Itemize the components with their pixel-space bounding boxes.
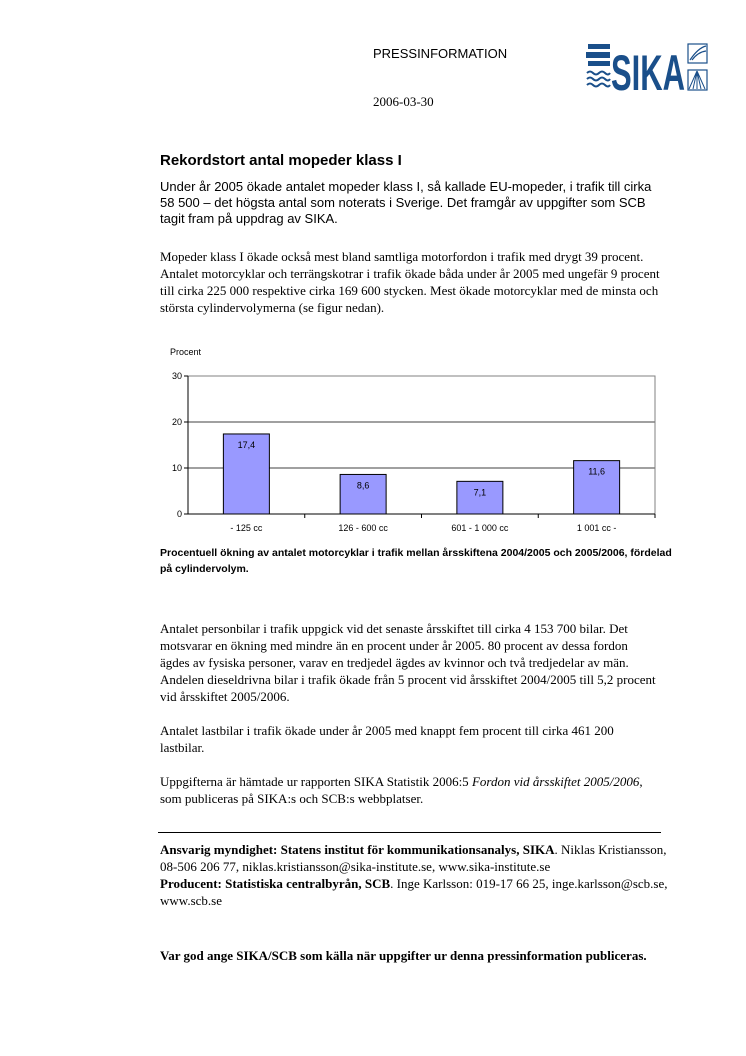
chart-y-tick-label: 20	[171, 417, 182, 427]
chart-x-tick-label: 126 - 600 cc	[338, 523, 388, 533]
source-notice: Var god ange SIKA/SCB som källa när uppgifter ur denna pressinformation publiceras.	[160, 948, 647, 963]
chart-data-label: 8,6	[356, 480, 370, 491]
body-paragraph-cars: Antalet personbilar i trafik uppgick vid det senaste årsskiftet till cirka 4 153 700 bilar. Det motsvarar en ökning med mindre än en procent under år 2005. 80 procent av dessa fordon ägdes av fysiska personer, varav en tredjedel ägdes av kvinnor och två tredjedelar av män. Andelen dieseldrivna bilar i trafik ökade från 5 procent vid årsskiftet 2004/2005 till 5,2 procent vid årsskiftet 2005/2006.	[160, 621, 656, 704]
chart-caption: Procentuell ökning av antalet motorcyklar i trafik mellan årsskiftena 2004/2005 och 2005/2006, fördelad på cylindervolym.	[160, 547, 672, 575]
chart-x-tick-label: 601 - 1 000 cc	[451, 523, 509, 533]
motorcycle-increase-chart	[160, 340, 670, 540]
press-date: 2006-03-30	[373, 94, 434, 109]
divider	[158, 832, 661, 833]
body-paragraph-source	[160, 773, 660, 807]
body-paragraph-mopeds: Mopeder klass I ökade också mest bland samtliga motorfordon i trafik med drygt 39 procent. Antalet motorcyklar och terrängskotrar i trafik ökade båda under år 2005 med ungefär 9 procent till cirka 225 000 respektive cirka 169 600 stycken. Mest ökade motorcyklar med de minsta och största cylindervolymerna (se figur nedan).	[160, 249, 660, 315]
chart-y-tick-label: 30	[171, 371, 182, 381]
lead-paragraph: Under år 2005 ökade antalet mopeder klass I, så kallade EU-mopeder, i trafik till cirka 58 500 – det högsta antal som noterats i Sverige. Det framgår av uppgifter som SCB tagit fram på uppdrag av SIKA.	[160, 179, 652, 226]
sika-contact-label: Ansvarig myndighet: Statens institut för kommunikationsanalys, SIKA	[160, 842, 555, 857]
chart-data-label: 7,1	[473, 487, 487, 498]
logo-left-stripes	[586, 44, 610, 87]
chart-x-labels	[230, 514, 655, 533]
report-title: Fordon vid årsskiftet 2005/2006	[471, 774, 640, 789]
sika-logo	[586, 40, 710, 101]
contact-block	[160, 841, 680, 909]
chart-bar	[457, 481, 503, 514]
chart-data-label: 11,6	[588, 466, 606, 477]
logo-right-icons	[688, 44, 707, 90]
chart-y-tick-label: 10	[171, 463, 182, 473]
headline: Rekordstort antal mopeder klass I	[160, 152, 402, 169]
logo-wordmark: SIKA	[611, 45, 685, 101]
source-text-before: Uppgifterna är hämtade ur rapporten SIKA Statistik 2006:5	[160, 774, 472, 789]
chart-x-tick-label: 1 001 cc -	[576, 523, 617, 533]
source-text-after: , som publiceras på SIKA:s och SCB:s webbplatser.	[160, 774, 643, 806]
scb-contact-details: . Inge Karlsson: 019-17 66 25, inge.karlsson@scb.se, www.scb.se	[160, 876, 668, 908]
body-paragraph-trucks: Antalet lastbilar i trafik ökade under år 2005 med knappt fem procent till cirka 461 200 lastbilar.	[160, 723, 614, 755]
chart-bars	[223, 434, 619, 514]
chart-y-tick-label: 0	[176, 509, 182, 519]
press-label: PRESSINFORMATION	[373, 46, 508, 61]
chart-data-label: 17,4	[237, 439, 256, 450]
sika-contact-details: . Niklas Kristiansson, 08-506 206 77, niklas.kristiansson@sika-institute.se, www.sika-institute.se	[160, 842, 667, 874]
chart-y-ticks	[172, 371, 188, 519]
scb-contact-label: Producent: Statistiska centralbyrån, SCB	[160, 876, 391, 891]
chart-y-axis-label: Procent	[170, 347, 202, 357]
chart-x-tick-label: - 125 cc	[230, 523, 263, 533]
